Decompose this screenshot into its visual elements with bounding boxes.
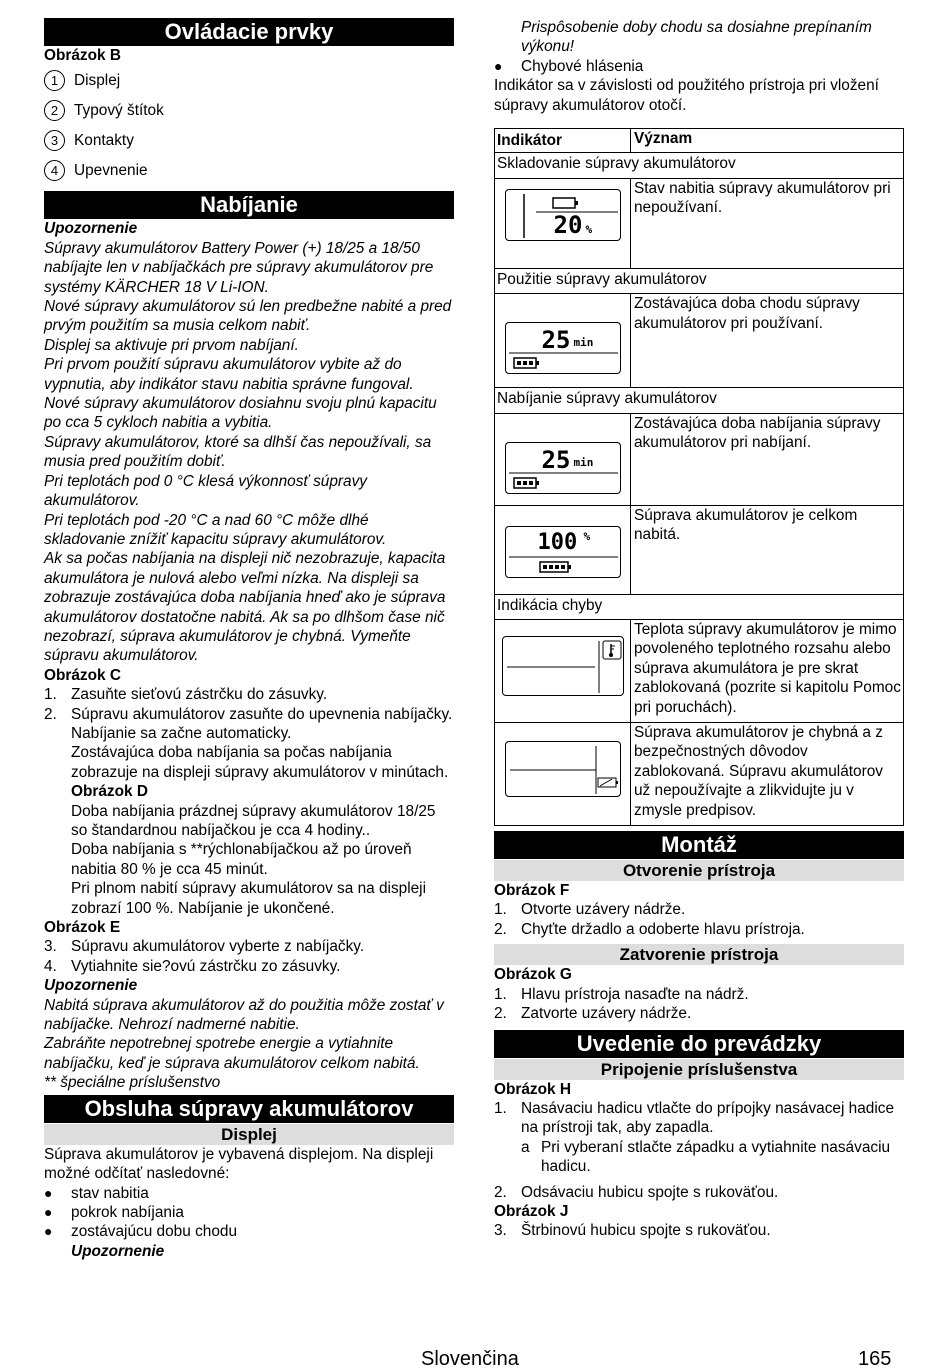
bullet-text: pokrok nabíjania bbox=[71, 1203, 184, 1221]
table-row bbox=[495, 505, 903, 594]
section-title-montaz: Montáž bbox=[494, 831, 904, 859]
step-text: Otvorte uzávery nádrže. bbox=[521, 901, 686, 919]
section-title-obsluha: Obsluha súpravy akumulátorov bbox=[44, 1095, 454, 1123]
item-label: Typový štítok bbox=[74, 101, 164, 119]
lcd-unit: % bbox=[585, 222, 593, 236]
bullet-item bbox=[44, 1184, 454, 1203]
item-number: 4 bbox=[44, 160, 65, 181]
step-text: Zasuňte sieťovú zástrčku do zásuvky. bbox=[71, 686, 328, 704]
note-text: Displej sa aktivuje pri prvom nabíjaní. bbox=[44, 336, 299, 354]
note-text: Nové súpravy akumulátorov sú len predbežne nabité a pred prvým použitím sa musia celkom nabiť. bbox=[44, 298, 452, 335]
step-number: 2. bbox=[494, 1183, 507, 1201]
section-title-uvedenie: Uvedenie do prevádzky bbox=[494, 1030, 904, 1058]
step-number: 1. bbox=[494, 901, 507, 919]
figure-label: Obrázok C bbox=[44, 666, 121, 684]
page-number: 165 bbox=[858, 1348, 892, 1370]
bullet-text: Chybové hlásenia bbox=[521, 57, 644, 75]
step-text: Súpravu akumulátorov vyberte z nabíjačky. bbox=[71, 938, 365, 956]
note-heading: Upozornenie bbox=[44, 977, 138, 995]
table-section-row bbox=[495, 594, 903, 619]
step-number: 1. bbox=[494, 985, 507, 1003]
note-text: Súpravy akumulátorov Battery Power (+) 18/25 a 18/50 nabíjajte len v nabíjačkách pre súpravy akumulátorov pre systémy KÄRCHER 18 V Li-ION. bbox=[44, 239, 434, 296]
figure-label: Obrázok D bbox=[71, 783, 148, 801]
step-number: 2. bbox=[494, 1005, 507, 1023]
step-item bbox=[44, 705, 454, 724]
list-item bbox=[44, 95, 454, 125]
table-row bbox=[495, 413, 903, 505]
subsection-title-displej: Displej bbox=[44, 1124, 454, 1145]
right-column bbox=[494, 18, 904, 1241]
note-text: ** špeciálne príslušenstvo bbox=[44, 1074, 221, 1092]
list-item bbox=[44, 125, 454, 155]
lcd-display bbox=[505, 189, 621, 241]
note-text: Pri teplotách pod 0 °C klesá výkonnosť súpravy akumulátorov. bbox=[44, 472, 368, 510]
item-number: 3 bbox=[44, 130, 65, 151]
table-row bbox=[495, 722, 903, 825]
lcd-unit: % bbox=[583, 529, 591, 543]
note-text: Ak sa počas nabíjania na displeji nič nezobrazuje, kapacita akumulátora je nulová alebo veľmi nízka. Na displeji sa zobrazuje zostávajúca doba nabíjania hneď ako je súprava akumulátorov dostatočne nabitá. Ak sa po dlhšom čase nič nezobrazí, súprava akumulátorov je chybná. Vymeňte súpravu akumulátorov. bbox=[44, 550, 446, 665]
list-item bbox=[44, 155, 454, 185]
step-number: 4. bbox=[44, 957, 57, 975]
indicator-table bbox=[494, 128, 904, 826]
controls-list bbox=[44, 65, 454, 185]
table-section-label: Použitie súpravy akumulátorov bbox=[497, 270, 707, 288]
step-detail: Zostávajúca doba nabíjania sa počas nabíjania zobrazuje na displeji súpravy akumulátorov v minútach. bbox=[71, 744, 449, 781]
figure-label: Obrázok G bbox=[494, 966, 572, 984]
lcd-unit: min bbox=[573, 455, 594, 469]
step-detail: Pri plnom nabití súpravy akumulátorov sa na displeji zobrazí 100 %. Nabíjanie je ukončené. bbox=[71, 880, 427, 917]
figure-label: Obrázok B bbox=[44, 47, 121, 64]
lcd-value: 100 bbox=[537, 529, 578, 555]
subsection-title-zatvorenie: Zatvorenie prístroja bbox=[494, 944, 904, 965]
note-text: Prispôsobenie doby chodu sa dosiahne prepínaním výkonu! bbox=[521, 19, 872, 56]
note-text: Pri prvom použití súpravu akumulátorov vybite až do vypnutia, aby indikátor stavu nabitia správne fungoval. bbox=[44, 356, 414, 393]
table-header-row bbox=[495, 129, 903, 152]
item-number: 1 bbox=[44, 70, 65, 91]
meaning-cell: Zostávajúca doba chodu súpravy akumulátorov pri používaní. bbox=[634, 295, 860, 332]
table-row bbox=[495, 178, 903, 268]
meaning-cell: Súprava akumulátorov je chybná a z bezpečnostných dôvodov zablokovaná. Súpravu akumulátorov už nepoužívajte a zlikvidujte ju v zmysle predpisov. bbox=[634, 724, 883, 819]
note-text: Nabitá súprava akumulátorov až do použitia môže zostať v nabíjačke. Nehrozí nadmerné nabitie. bbox=[44, 996, 444, 1034]
bullet-dot-icon: ● bbox=[494, 57, 503, 74]
lcd-value: 25 bbox=[541, 445, 571, 474]
figure-label: Obrázok H bbox=[494, 1080, 571, 1098]
step-number: 3. bbox=[44, 938, 57, 956]
bullet-dot-icon: ● bbox=[44, 1184, 53, 1201]
note-heading: Upozornenie bbox=[44, 220, 138, 238]
step-item bbox=[494, 920, 904, 939]
table-row bbox=[495, 619, 903, 722]
body-text: Súprava akumulátorov je vybavená displejom. Na displeji možné odčítať nasledovné: bbox=[44, 1145, 434, 1183]
lcd-value: 25 bbox=[541, 326, 571, 355]
table-section-label: Indikácia chyby bbox=[497, 596, 603, 614]
lcd-display bbox=[505, 322, 621, 374]
bullet-item bbox=[44, 1203, 454, 1222]
step-detail: Doba nabíjania prázdnej súpravy akumulátorov 18/25 so štandardnou nabíjačkou je cca 4 hodiny.. bbox=[71, 802, 436, 839]
step-detail: Doba nabíjania s **rýchlonabíjačkou až po úroveň nabitia 80 % je cca 45 minút. bbox=[71, 841, 412, 878]
step-item bbox=[494, 900, 904, 919]
step-number: 2. bbox=[494, 920, 507, 938]
note-text: Zabráňte nepotrebnej spotrebe energie a vytiahnite nabíjačku, keď je súprava akumulátorov celkom nabitá. bbox=[44, 1035, 420, 1072]
section-title-nabijanie: Nabíjanie bbox=[44, 191, 454, 219]
step-item bbox=[494, 1183, 904, 1202]
substep-letter: a bbox=[521, 1138, 530, 1156]
table-header-cell: Význam bbox=[634, 130, 693, 148]
figure-label: Obrázok J bbox=[494, 1202, 569, 1220]
step-text: Zatvorte uzávery nádrže. bbox=[521, 1005, 692, 1023]
item-label: Upevnenie bbox=[74, 161, 148, 179]
table-row bbox=[495, 293, 903, 387]
bullet-item bbox=[494, 57, 904, 76]
note-text: Súpravy akumulátorov, ktoré sa dlhší čas nepoužívali, sa musia pred použitím dobiť. bbox=[44, 433, 432, 471]
step-text: Nasávaciu hadicu vtlačte do prípojky nasávacej hadice na prístroji tak, aby zapadla. bbox=[521, 1099, 895, 1137]
note-text: Nové súpravy akumulátorov dosiahnu svoju plnú kapacitu po cca 5 cykloch nabitia a vybitia. bbox=[44, 395, 437, 432]
step-item bbox=[44, 685, 454, 704]
footer-language: Slovenčina bbox=[421, 1348, 519, 1370]
note-heading: Upozornenie bbox=[71, 1242, 165, 1260]
lcd-unit: min bbox=[573, 336, 594, 350]
step-item bbox=[494, 1099, 904, 1138]
indicator-cell bbox=[495, 414, 631, 505]
step-item bbox=[44, 957, 454, 976]
subsection-title-otvorenie: Otvorenie prístroja bbox=[494, 860, 904, 881]
bullet-dot-icon: ● bbox=[44, 1223, 53, 1240]
step-item bbox=[44, 937, 454, 956]
indicator-cell bbox=[495, 179, 631, 268]
indicator-cell bbox=[495, 620, 631, 722]
step-number: 3. bbox=[494, 1222, 507, 1240]
table-section-row bbox=[495, 152, 903, 177]
bullet-item bbox=[44, 1222, 454, 1241]
step-item bbox=[494, 985, 904, 1004]
bullet-text: zostávajúcu dobu chodu bbox=[71, 1223, 237, 1241]
table-section-row bbox=[495, 387, 903, 412]
step-detail: Nabíjanie sa začne automaticky. bbox=[71, 724, 292, 742]
indicator-cell bbox=[495, 294, 631, 387]
body-text: Indikátor sa v závislosti od použitého prístroja pri vložení súpravy akumulátorov otočí. bbox=[494, 77, 879, 114]
step-text: Odsávaciu hubicu spojte s rukoväťou. bbox=[521, 1183, 779, 1201]
lcd-display bbox=[505, 741, 621, 797]
item-number: 2 bbox=[44, 100, 65, 121]
table-section-label: Nabíjanie súpravy akumulátorov bbox=[497, 390, 717, 408]
meaning-cell: Teplota súpravy akumulátorov je mimo povoleného teplotného rozsahu alebo súprava akumulátora je pre skrat zablokovaná (pozrite si kapitolu Pomoc pri poruchách). bbox=[634, 621, 901, 716]
step-number: 1. bbox=[44, 686, 57, 704]
meaning-cell: Súprava akumulátorov je celkom nabitá. bbox=[634, 506, 858, 544]
substep-item bbox=[494, 1138, 904, 1177]
lcd-display bbox=[502, 636, 624, 696]
substep-text: Pri vyberaní stlačte západku a vytiahnite nasávaciu hadicu. bbox=[541, 1138, 891, 1176]
step-text: Chyťte držadlo a odoberte hlavu prístroja. bbox=[521, 920, 805, 938]
lcd-display bbox=[505, 442, 621, 494]
table-section-label: Skladovanie súpravy akumulátorov bbox=[497, 155, 736, 173]
temperature-warning-icon bbox=[503, 637, 625, 697]
step-text: Hlavu prístroja nasaďte na nádrž. bbox=[521, 985, 749, 1003]
bullet-text: stav nabitia bbox=[71, 1184, 149, 1202]
left-column bbox=[44, 18, 454, 1261]
step-item bbox=[494, 1004, 904, 1023]
item-label: Kontakty bbox=[74, 131, 134, 149]
indicator-cell bbox=[495, 723, 631, 825]
note-text: Pri teplotách pod -20 °C a nad 60 °C môže dlhé skladovanie znížiť kapacitu súpravy akumulátorov. bbox=[44, 511, 387, 548]
step-text: Súpravu akumulátorov zasuňte do upevnenia nabíjačky. bbox=[71, 705, 453, 723]
meaning-cell: Stav nabitia súpravy akumulátorov pri nepoužívaní. bbox=[634, 179, 891, 217]
step-number: 1. bbox=[494, 1099, 507, 1117]
item-label: Displej bbox=[74, 71, 121, 89]
meaning-cell: Zostávajúca doba nabíjania súpravy akumulátorov pri nabíjaní. bbox=[634, 414, 881, 452]
table-header-cell: Indikátor bbox=[495, 129, 631, 152]
step-number: 2. bbox=[44, 705, 57, 723]
bullet-dot-icon: ● bbox=[44, 1203, 53, 1220]
figure-label: Obrázok F bbox=[494, 882, 570, 900]
battery-defect-icon bbox=[506, 742, 622, 798]
lcd-display bbox=[505, 526, 621, 578]
step-text: Vytiahnite sie?ovú zástrčku zo zásuvky. bbox=[71, 957, 341, 975]
table-section-row bbox=[495, 268, 903, 293]
lcd-value: 20 bbox=[553, 210, 583, 239]
step-text: Štrbinovú hubicu spojte s rukoväťou. bbox=[521, 1222, 771, 1240]
step-item bbox=[494, 1221, 904, 1240]
subsection-title-pripojenie: Pripojenie príslušenstva bbox=[494, 1059, 904, 1080]
list-item bbox=[44, 65, 454, 95]
figure-label: Obrázok E bbox=[44, 919, 121, 937]
indicator-cell bbox=[495, 506, 631, 594]
section-title-ovladacie: Ovládacie prvky bbox=[44, 18, 454, 46]
